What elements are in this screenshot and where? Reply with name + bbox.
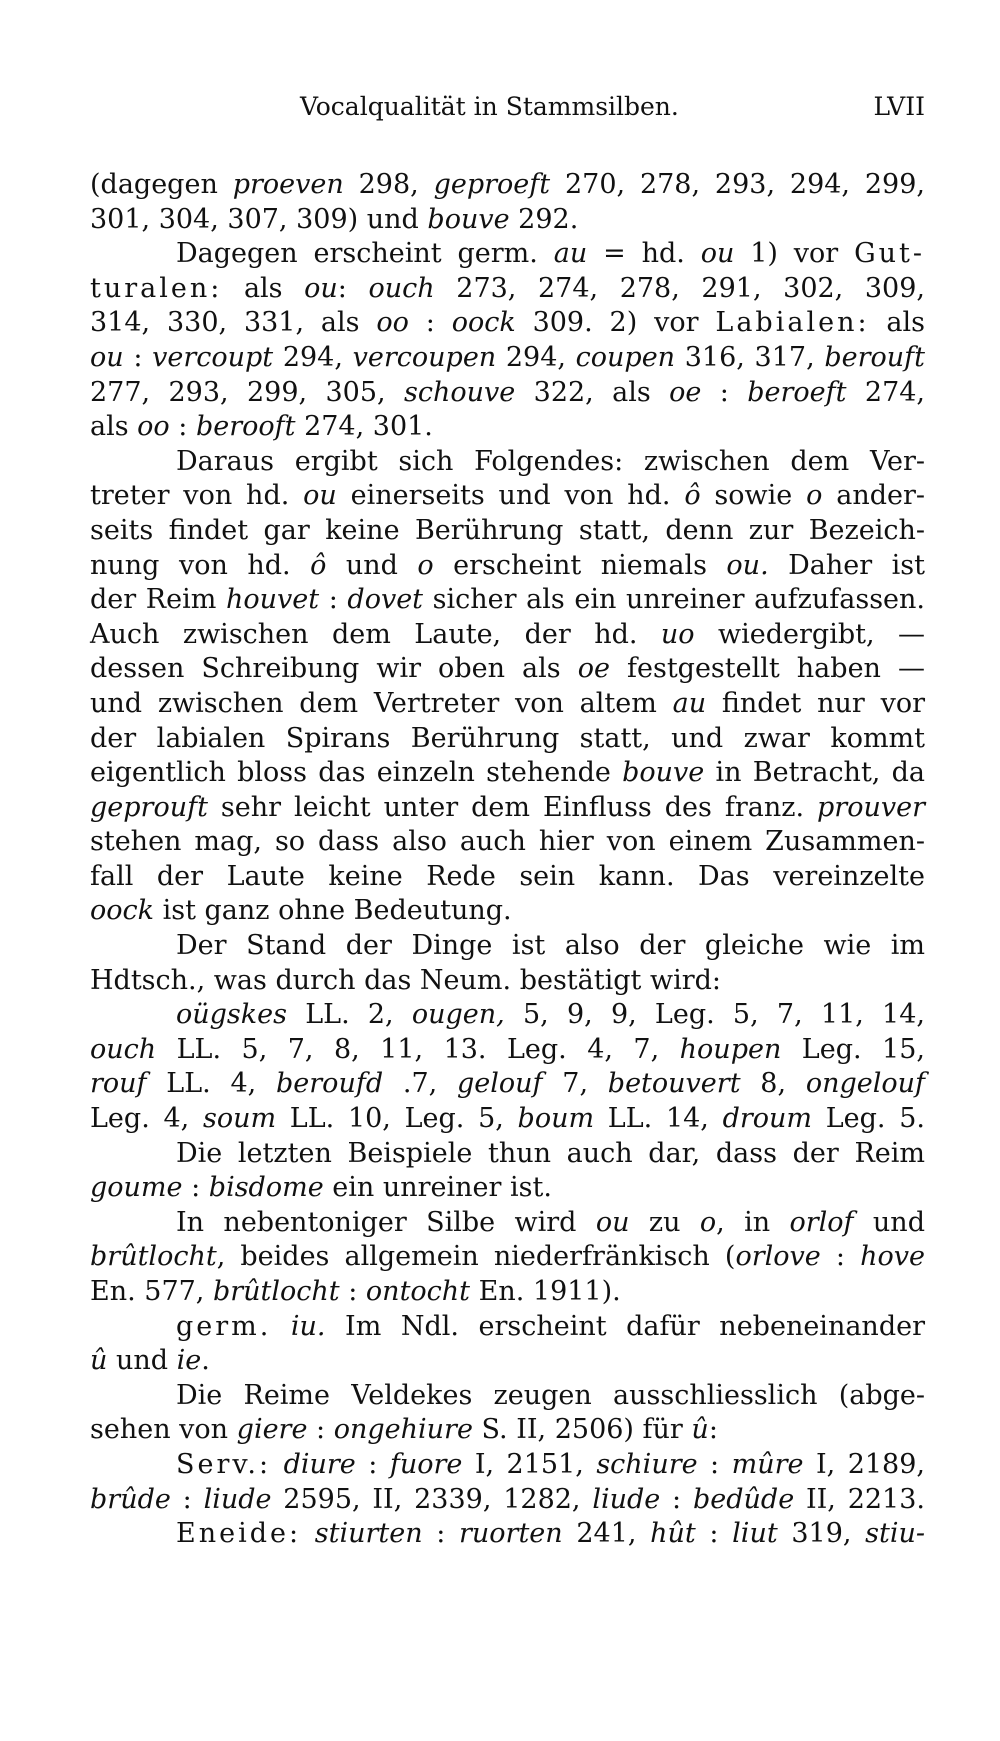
text-run: einerseits und von hd. (336, 480, 685, 512)
italic-term: hût (650, 1518, 696, 1550)
italic-term: ou (595, 1206, 630, 1238)
text-run: LL. 5, 7, 8, 11, 13. Leg. 4, 7, (156, 1033, 680, 1065)
text-line (90, 272, 925, 307)
italic-term: dovet (347, 584, 424, 616)
text-run: : (182, 1172, 209, 1204)
italic-term: ongelouf (805, 1068, 926, 1100)
text-run: 241, (562, 1518, 651, 1550)
text-run: Im Ndl. erscheint dafür nebeneinander (325, 1310, 925, 1342)
text-run: und (853, 1206, 925, 1238)
text-line (90, 652, 925, 687)
italic-term: bisdome (208, 1172, 324, 1204)
text-run: .7, (383, 1068, 457, 1100)
text-line (90, 1067, 925, 1102)
italic-term: au (672, 687, 707, 719)
italic-term: gelouf (456, 1068, 543, 1100)
text-run: : (339, 1276, 366, 1307)
text-run: II, 2213. (794, 1483, 925, 1515)
italic-term: beroeft (747, 376, 847, 408)
italic-term: oe (577, 653, 610, 685)
text-run: : (708, 1414, 718, 1446)
text-run: dessen Schreibung wir oben als (90, 653, 578, 685)
italic-term: vercoupt (152, 341, 274, 373)
text-run: En. 577, (90, 1276, 213, 1307)
italic-term: ougen, (411, 999, 505, 1031)
text-run: LL. 2, (286, 999, 412, 1031)
text-line (90, 1137, 925, 1172)
text-run: : (307, 1414, 334, 1446)
text-run: als (869, 307, 926, 339)
text-run: : (337, 272, 369, 304)
text-line (90, 549, 925, 584)
text-line (90, 237, 925, 272)
text-run: ein unreiner ist. (323, 1172, 552, 1204)
text-run: : (697, 1448, 732, 1480)
italic-term: stiu- (865, 1518, 925, 1550)
text-run: ander- (822, 480, 925, 512)
text-line (90, 1033, 925, 1068)
italic-term: ô (684, 480, 701, 512)
text-run: 274, (846, 376, 926, 408)
text-line (90, 479, 925, 514)
text-line (90, 894, 925, 929)
text-run: als (222, 272, 305, 304)
italic-term: schiure (596, 1448, 698, 1480)
text-run: 322, als (515, 376, 670, 408)
text-run: 274, 301. (295, 411, 433, 443)
text-line (90, 929, 925, 964)
text-run: 301, 304, 307, 309) und (90, 203, 428, 235)
text-run: : (170, 1483, 204, 1515)
text-run: : (408, 307, 452, 339)
italic-term: houpen (679, 1033, 782, 1065)
text-run: In nebentoniger Silbe wird (176, 1206, 596, 1238)
text-line (90, 410, 925, 445)
italic-term: ou (90, 341, 124, 373)
page-number: LVII (873, 92, 925, 121)
text-run: 2595, II, 2339, 1282, (271, 1483, 593, 1515)
text-line (90, 722, 925, 757)
italic-term: ongehiure (333, 1414, 473, 1446)
italic-term: rouf (90, 1068, 147, 1100)
text-run: Daher ist (768, 549, 925, 581)
text-run: S. II, 2506) für (472, 1414, 692, 1446)
text-run (301, 1518, 315, 1549)
text-run: Leg. 5. (812, 1103, 925, 1135)
italic-term: proeven (232, 169, 344, 200)
italic-term: bedûde (692, 1483, 795, 1515)
text-line (90, 998, 925, 1033)
text-run: 7, (542, 1068, 608, 1100)
text-run: sicher als ein unreiner aufzufassen. (423, 584, 925, 616)
text-run: Auch zwischen dem Laute, der hd. (90, 618, 661, 650)
spaced-term: Labialen: (715, 307, 870, 339)
spaced-term: turalen: (90, 272, 223, 304)
text-line (90, 1275, 925, 1310)
text-run: . (201, 1345, 210, 1377)
italic-term: liude (203, 1483, 272, 1515)
text-run: treter von hd. (90, 480, 304, 512)
italic-term: mûre (731, 1448, 804, 1480)
text-run: , in (716, 1206, 790, 1238)
italic-term: au (553, 238, 588, 270)
italic-term: coupen (575, 341, 676, 373)
italic-term: orlove (735, 1241, 821, 1273)
spaced-term: Serv.: (176, 1448, 272, 1480)
text-run: 314, 330, 331, als (90, 307, 377, 339)
text-line (90, 1240, 925, 1275)
italic-term: oo (376, 307, 409, 339)
italic-term: oe (669, 376, 702, 408)
text-run: Der Stand der Dinge ist also der gleiche wie im (176, 930, 925, 962)
italic-term: ontocht (365, 1276, 471, 1307)
text-run: 298, (343, 169, 434, 200)
text-run: : (422, 1518, 459, 1550)
text-run: ist ganz ohne Bedeutung. (154, 895, 512, 927)
italic-term: boum (517, 1103, 595, 1135)
text-line (90, 445, 925, 480)
italic-term: ou (700, 238, 735, 270)
text-run: sehr leicht unter dem Einfluss des franz. (207, 791, 818, 823)
text-run: der labialen Spirans Berührung statt, und zwar kommt (90, 722, 925, 754)
text-run: als (90, 411, 138, 443)
running-header (90, 92, 925, 132)
text-run: 273, 274, 278, 291, 302, 309, (434, 272, 925, 304)
italic-term: ou (303, 480, 337, 512)
text-run: sowie (700, 480, 807, 512)
body-text (90, 168, 925, 1552)
italic-term: o (417, 549, 434, 581)
italic-term: iu. (290, 1310, 326, 1342)
italic-term: bouve (622, 757, 705, 789)
italic-term: brûde (90, 1483, 171, 1515)
italic-term: fuore (389, 1448, 463, 1480)
text-run: festgestellt haben — (609, 653, 925, 685)
text-run: 319, (777, 1518, 866, 1550)
text-run: En. 1911). (470, 1276, 621, 1307)
text-line (90, 618, 925, 653)
italic-term: oock (451, 307, 516, 339)
text-line (90, 514, 925, 549)
italic-term: uo (660, 618, 695, 650)
text-run: : (701, 376, 748, 408)
text-line (90, 341, 925, 376)
text-run: Die letzten Beispiele thun auch dar, dass der Reim (176, 1137, 925, 1169)
italic-term: liude (592, 1483, 661, 1515)
text-run: und (107, 1345, 177, 1377)
italic-term: bouve (427, 203, 510, 235)
text-run: : (355, 1448, 390, 1480)
text-line (90, 791, 925, 826)
text-line (90, 964, 925, 999)
text-run: sehen von (90, 1414, 237, 1446)
text-run: I, 2151, (462, 1448, 597, 1480)
text-line (90, 825, 925, 860)
italic-term: oo (137, 411, 170, 443)
text-run: und (326, 549, 418, 581)
text-run: Leg. 4, (90, 1103, 203, 1135)
text-line (90, 756, 925, 791)
text-line (90, 583, 925, 618)
text-run: stehen mag, so dass also auch hier von einem Zusammen- (90, 826, 925, 858)
text-run: eigentlich bloss das einzeln stehende (90, 757, 623, 789)
italic-term: berooft (195, 411, 296, 443)
text-run: Daraus ergibt sich Folgendes: zwischen dem Ver- (176, 445, 925, 477)
italic-term: ie (176, 1345, 202, 1377)
italic-term: soum (202, 1103, 277, 1135)
running-title: Vocalqualität in Stammsilben. (300, 92, 679, 121)
italic-term: beroufd (276, 1068, 384, 1100)
text-run: 309. 2) vor (515, 307, 716, 339)
text-line (90, 1448, 925, 1483)
italic-term: prouver (817, 791, 925, 823)
text-run: wiedergibt, — (694, 618, 926, 650)
italic-term: û (691, 1414, 709, 1446)
text-run: : (123, 341, 153, 373)
italic-term: ô (310, 549, 327, 581)
text-run: 8, (740, 1068, 806, 1100)
italic-term: houvet (225, 584, 320, 616)
text-run: erscheint niemals (433, 549, 727, 581)
text-run: LL. 10, Leg. 5, (276, 1103, 518, 1135)
text-run (271, 1449, 283, 1480)
text-run: LL. 4, (146, 1068, 277, 1100)
text-line (90, 1483, 925, 1518)
text-line (90, 860, 925, 895)
text-run: I, 2189, (803, 1448, 925, 1480)
text-run (271, 1311, 291, 1342)
text-line (90, 687, 925, 722)
text-run: : (695, 1518, 733, 1550)
text-run: 294, (496, 341, 576, 373)
text-run: zu (629, 1206, 700, 1238)
italic-term: berouft (824, 341, 925, 373)
text-line (90, 1517, 925, 1552)
text-run: fall der Laute keine Rede sein kann. Das vereinzelte (90, 860, 925, 892)
text-run: nung von hd. (90, 549, 311, 581)
spaced-term: germ. (176, 1310, 272, 1342)
italic-term: diure (283, 1448, 356, 1480)
text-run: LL. 14, (594, 1103, 723, 1135)
text-run: und zwischen dem Vertreter von altem (90, 687, 673, 719)
italic-term: o (806, 480, 823, 512)
italic-term: ouch (368, 272, 435, 304)
text-line (90, 1102, 925, 1137)
text-run: 1) vor (734, 238, 855, 270)
italic-term: ou. (726, 549, 769, 581)
text-run: seits findet gar keine Berührung statt, denn zur Bezeich- (90, 514, 925, 546)
italic-term: schouve (404, 376, 516, 408)
text-line (90, 168, 925, 203)
text-line (90, 1206, 925, 1241)
text-run: = hd. (587, 238, 701, 270)
italic-term: û (90, 1345, 108, 1377)
spaced-term: Gut- (854, 238, 925, 270)
text-line (90, 1379, 925, 1414)
text-line (90, 306, 925, 341)
italic-term: betouvert (607, 1068, 741, 1100)
italic-term: geproeft (433, 169, 551, 200)
text-run: (dagegen (90, 169, 233, 200)
text-run: 292. (509, 203, 579, 235)
italic-term: liut (732, 1518, 778, 1550)
text-run: Die Reime Veldekes zeugen ausschliesslich (abge- (176, 1379, 925, 1411)
text-run: : (820, 1241, 861, 1273)
text-line (90, 376, 925, 411)
text-run: 270, 278, 293, 294, 299, (550, 169, 925, 200)
text-line (90, 203, 925, 238)
spaced-term: Eneide: (176, 1518, 302, 1550)
italic-term: ou (304, 272, 338, 304)
italic-term: o (699, 1206, 717, 1238)
italic-term: giere (236, 1414, 308, 1446)
text-line (90, 1344, 925, 1379)
text-run: : (319, 584, 348, 616)
italic-term: brûtlocht (90, 1241, 217, 1273)
text-run: : (660, 1483, 693, 1515)
text-run: Hdtsch., was durch das Neum. bestätigt wird: (90, 964, 721, 996)
italic-term: goume (90, 1172, 183, 1204)
text-run: 294, (273, 341, 353, 373)
italic-term: stiurten (314, 1518, 423, 1550)
italic-term: geprouft (90, 791, 208, 823)
italic-term: oock (90, 895, 154, 927)
italic-term: ruorten (459, 1518, 563, 1550)
text-run: : (169, 411, 196, 443)
italic-term: ouch (90, 1033, 157, 1065)
text-run: Dagegen erscheint germ. (176, 238, 554, 270)
italic-term: brûtlocht (212, 1276, 340, 1307)
text-run: der Reim (90, 584, 226, 616)
text-line (90, 1413, 925, 1448)
text-line (90, 1310, 925, 1345)
italic-term: droum (722, 1103, 813, 1135)
text-run: 277, 293, 299, 305, (90, 376, 405, 408)
text-run: 5, 9, 9, Leg. 5, 7, 11, 14, (504, 999, 925, 1031)
text-run: 316, 317, (675, 341, 825, 373)
text-run: in Betracht, da (704, 757, 925, 789)
text-run: , beides allgemein niederfränkisch ( (216, 1241, 736, 1273)
italic-term: orlof (789, 1206, 854, 1238)
text-run: findet nur vor (706, 687, 925, 719)
italic-term: oügskes (176, 999, 287, 1031)
italic-term: hove (860, 1241, 925, 1273)
italic-term: vercoupen (352, 341, 497, 373)
text-line (90, 1171, 925, 1206)
text-run: Leg. 15, (781, 1033, 925, 1065)
